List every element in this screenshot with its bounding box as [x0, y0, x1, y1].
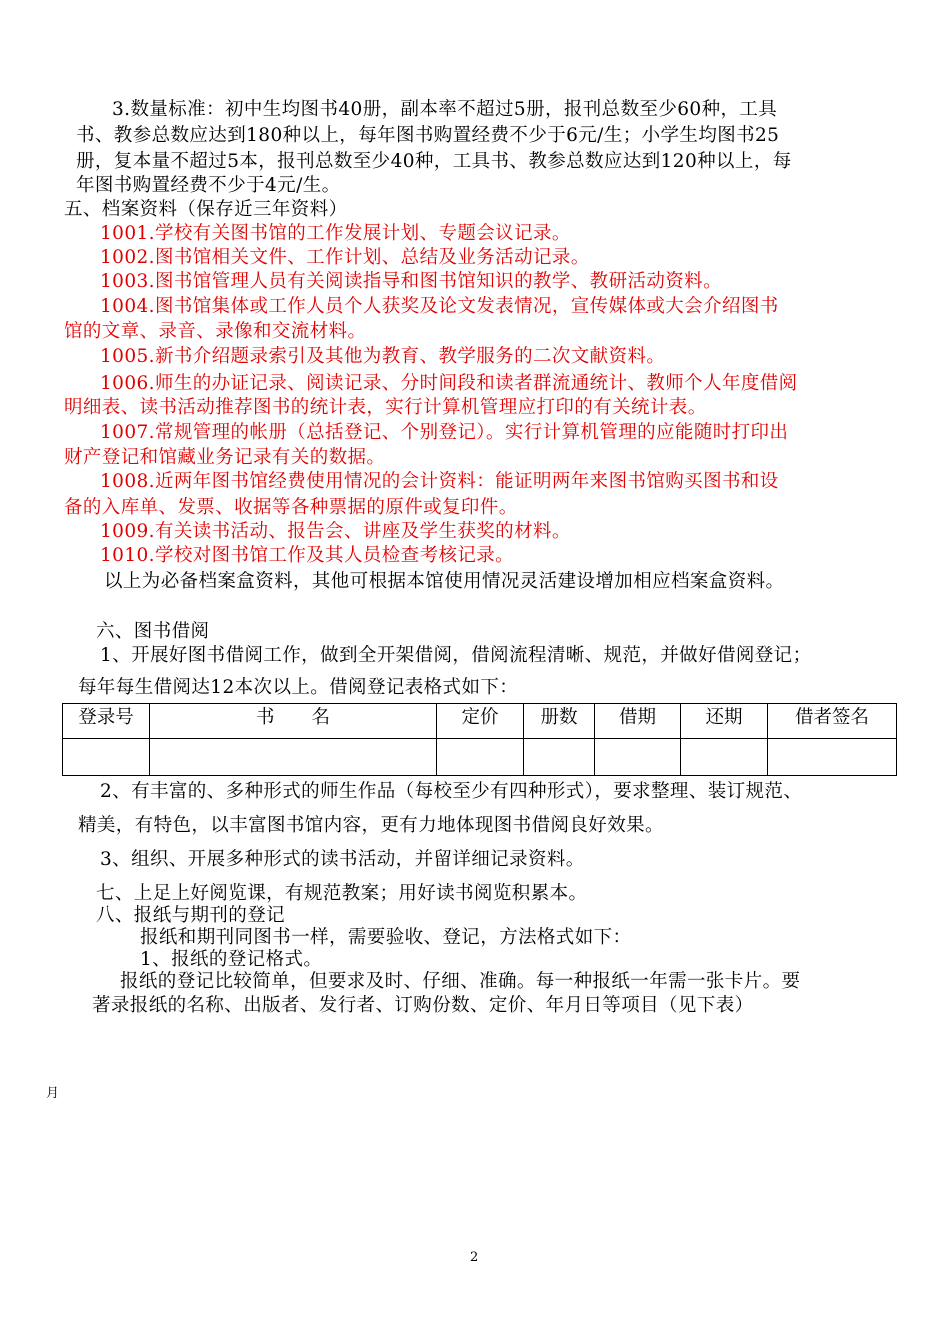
- archive-item: 1008.近两年图书馆经费使用情况的会计资料：能证明两年来图书馆购买图书和设: [100, 471, 779, 492]
- table-header-cell: 借者签名: [768, 704, 897, 739]
- table-header-cell: 还期: [681, 704, 768, 739]
- archive-item: 1003.图书馆管理人员有关阅读指导和图书馆知识的教学、教研活动资料。: [100, 271, 722, 292]
- archive-item-cont: 馆的文章、录音、录像和交流材料。: [64, 321, 367, 342]
- table-cell: [681, 739, 768, 776]
- archive-item-cont: 备的入库单、发票、收据等各种票据的原件或复印件。: [64, 497, 518, 518]
- text-line: 报纸和期刊同图书一样，需要验收、登记，方法格式如下：: [140, 927, 632, 948]
- archive-item: 1002.图书馆相关文件、工作计划、总结及业务活动记录。: [100, 247, 590, 268]
- section-heading: 五、档案资料（保存近三年资料）: [64, 199, 348, 220]
- stray-character: 月: [46, 1086, 60, 1101]
- table-cell: [437, 739, 524, 776]
- text-line: 以上为必备档案盒资料，其他可根据本馆使用情况灵活建设增加相应档案盒资料。: [104, 571, 785, 592]
- archive-item: 1001.学校有关图书馆的工作发展计划、专题会议记录。: [100, 223, 571, 244]
- archive-item: 1006.师生的办证记录、阅读记录、分时间段和读者群流通统计、教师个人年度借阅: [100, 373, 798, 394]
- section-heading: 八、报纸与期刊的登记: [96, 905, 286, 926]
- text-line: 书、教参总数应达到180种以上，每年图书购置经费不少于6元/生；小学生均图书25: [76, 125, 780, 146]
- table-cell: [524, 739, 595, 776]
- table-header-cell: 借期: [595, 704, 681, 739]
- archive-item-cont: 明细表、读书活动推荐图书的统计表，实行计算机管理应打印的有关统计表。: [64, 397, 707, 418]
- text-line: 3.数量标准：初中生均图书40册，副本率不超过5册，报刊总数至少60种，工具: [112, 99, 778, 120]
- table-row: [63, 739, 897, 776]
- table-cell: [595, 739, 681, 776]
- archive-item: 1010.学校对图书馆工作及其人员检查考核记录。: [100, 545, 515, 566]
- table-header-row: [63, 704, 897, 739]
- archive-item: 1005.新书介绍题录索引及其他为教育、教学服务的二次文献资料。: [100, 346, 666, 367]
- table-cell: [768, 739, 897, 776]
- archive-item: 1009.有关读书活动、报告会、讲座及学生获奖的材料。: [100, 521, 571, 542]
- text-line: 2、有丰富的、多种形式的师生作品（每校至少有四种形式），要求整理、装订规范、: [100, 781, 803, 802]
- table-cell: [63, 739, 150, 776]
- text-line: 3、组织、开展多种形式的读书活动，并留详细记录资料。: [100, 849, 585, 870]
- table-header-cell: 定价: [437, 704, 524, 739]
- archive-item: 1007.常规管理的帐册（总括登记、个别登记）。实行计算机管理的应能随时打印出: [100, 422, 789, 443]
- text-line: 年图书购置经费不少于4元/生。: [76, 175, 341, 196]
- archive-item-cont: 财产登记和馆藏业务记录有关的数据。: [64, 447, 386, 468]
- text-line: 著录报纸的名称、出版者、发行者、订购份数、定价、年月日等项目（见下表）: [92, 995, 754, 1016]
- text-line: 册，复本量不超过5本，报刊总数至少40种，工具书、教参总数应达到120种以上，每: [76, 151, 792, 172]
- section-heading: 七、上足上好阅览课，有规范教案；用好读书阅览积累本。: [96, 883, 588, 904]
- section-heading: 六、图书借阅: [96, 621, 210, 642]
- text-line: 每年每生借阅达12本次以上。借阅登记表格式如下：: [78, 677, 519, 698]
- text-line: 1、报纸的登记格式。: [140, 949, 323, 970]
- table-header-cell: 登录号: [63, 704, 150, 739]
- text-line: 精美，有特色，以丰富图书馆内容，更有力地体现图书借阅良好效果。: [78, 815, 664, 836]
- borrow-register-table: [62, 703, 897, 776]
- table-cell: [150, 739, 437, 776]
- table-header-cell: 书 名: [150, 704, 437, 739]
- text-line: 报纸的登记比较简单，但要求及时、仔细、准确。每一种报纸一年需一张卡片。要: [120, 971, 801, 992]
- archive-item: 1004.图书馆集体或工作人员个人获奖及论文发表情况，宣传媒体或大会介绍图书: [100, 296, 779, 317]
- table-header-cell: 册数: [524, 704, 595, 739]
- text-line: 1、开展好图书借阅工作，做到全开架借阅，借阅流程清晰、规范，并做好借阅登记；: [100, 645, 812, 666]
- page-number: 2: [470, 1250, 479, 1265]
